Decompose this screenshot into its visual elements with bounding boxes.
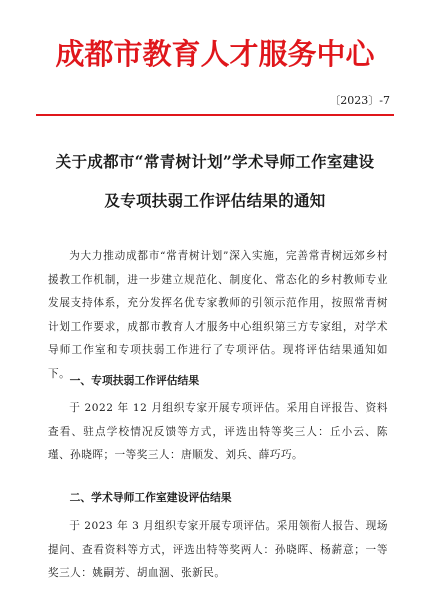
- notice-title-line-2: 及专项扶弱工作评估结果的通知: [104, 191, 326, 210]
- intro-paragraph: 为大力推动成都市“常青树计划”深入实施，完善常青树远郊乡村援教工作机制，进一步建立规范化、制度化、常态化的乡村教师专业发展支持体系，充分发挥名优专家教师的引领示范作用，按照常青树计划工作要求，成都市教育人才服务中心组织第三方专家组，对学术导师工作室和专项扶弱工作进行了专项评估。现将评估结果通知如下。: [48, 250, 388, 380]
- section-1-heading: 一、专项扶弱工作评估结果: [69, 374, 200, 387]
- notice-title-line-1: 关于成都市“常青树计划”学术导师工作室建设: [55, 152, 375, 171]
- document-number: 〔2023〕-7: [329, 94, 390, 107]
- section-1-paragraph: 于 2022 年 12 月组织专家开展专项评估。采用自评报告、资料查看、驻点学校情况反馈等方式，评选出特等奖三人：丘小云、陈瑾、孙晓晖；一等奖三人：唐顺发、刘兵、薛巧巧。: [48, 402, 388, 461]
- letterhead-divider: [36, 114, 394, 116]
- section-2-heading: 二、学术导师工作室建设评估结果: [69, 491, 232, 504]
- org-letterhead-title: 成都市教育人才服务中心: [55, 37, 375, 71]
- section-2-paragraph: 于 2023 年 3 月组织专家开展专项评估。采用领衔人报告、现场提问、查看资料等方式，评选出特等奖两人：孙晓晖、杨薪意；一等奖三人：姚嗣芳、胡血涸、张新民。: [48, 520, 388, 579]
